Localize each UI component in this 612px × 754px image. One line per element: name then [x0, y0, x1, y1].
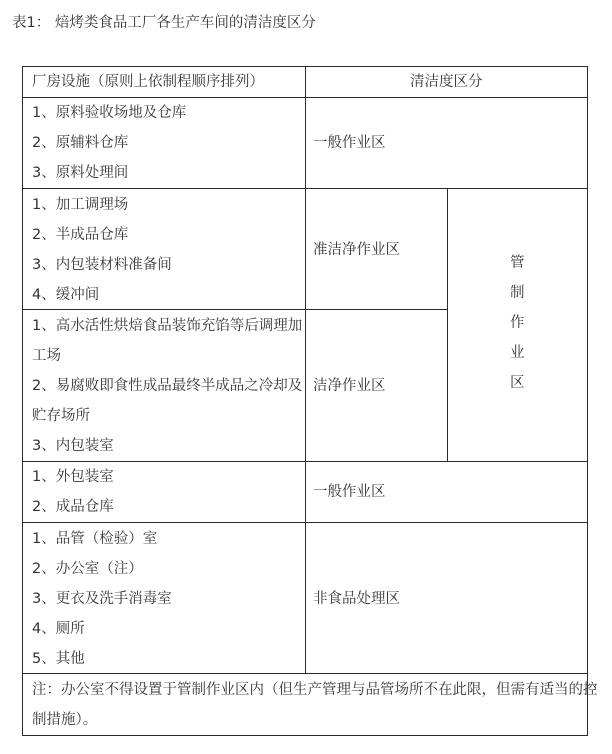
table-divider [22, 673, 588, 674]
zone-label: 一般作业区 [313, 484, 386, 500]
facility-item: 1、高水活性烘焙食品装饰充馅等后调理加 [32, 318, 303, 334]
control-zone-char: 业 [510, 345, 525, 361]
table-caption: 表1： 焙烤类食品工厂各生产车间的清洁度区分 [12, 15, 316, 31]
zone-label: 准洁净作业区 [313, 242, 400, 258]
zone-label: 非食品处理区 [313, 591, 400, 607]
facility-item: 1、品管（检验）室 [32, 531, 158, 547]
facility-item: 1、加工调理场 [32, 197, 129, 213]
facility-item: 3、内包装室 [32, 438, 114, 454]
column-divider [305, 66, 306, 673]
facility-item: 贮存场所 [32, 408, 90, 424]
table-border-right [587, 66, 588, 736]
header-facilities: 厂房设施（原则上依制程顺序排列） [32, 74, 264, 90]
facility-item: 1、外包装室 [32, 469, 114, 485]
footnote-line: 制措施）。 [32, 712, 98, 728]
facility-item: 3、原料处理间 [32, 165, 129, 181]
facility-item: 3、内包装材料准备间 [32, 257, 172, 273]
control-zone-char: 作 [510, 315, 525, 331]
control-zone-char: 管 [510, 255, 525, 271]
zone-label: 洁净作业区 [313, 378, 386, 394]
control-zone-char: 区 [510, 375, 525, 391]
header-cleanliness: 清洁度区分 [410, 74, 483, 90]
facility-item: 4、缓冲间 [32, 287, 100, 303]
facility-item: 2、原辅料仓库 [32, 135, 129, 151]
facility-item: 4、厕所 [32, 621, 85, 637]
control-zone-divider [447, 188, 448, 461]
table-border-bottom [22, 735, 588, 736]
footnote-line: 注：办公室不得设置于管制作业区内（但生产管理与品管场所不在此限，但需有适当的控 [32, 682, 598, 698]
facility-item: 3、更衣及洗手消毒室 [32, 591, 172, 607]
facility-item: 2、办公室（注） [32, 561, 143, 577]
facility-item: 2、半成品仓库 [32, 227, 129, 243]
control-zone-char: 制 [510, 285, 525, 301]
zone-label: 一般作业区 [313, 135, 386, 151]
table-border-left [22, 66, 23, 736]
facility-item: 工场 [32, 348, 61, 364]
facility-item: 2、易腐败即食性成品最终半成品之冷却及 [32, 378, 303, 394]
facility-item: 2、成品仓库 [32, 499, 114, 515]
control-zone-label [510, 248, 524, 398]
facility-item: 1、原料验收场地及仓库 [32, 105, 187, 121]
cleanliness-table [22, 66, 598, 736]
facility-item: 5、其他 [32, 651, 85, 667]
